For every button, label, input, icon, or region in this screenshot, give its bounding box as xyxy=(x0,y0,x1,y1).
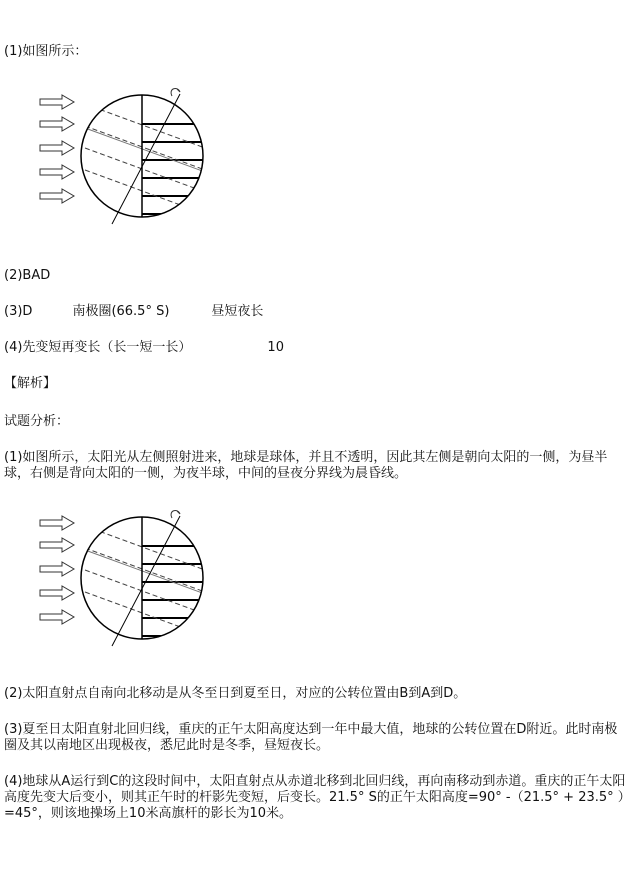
analysis-paragraph-3: (3)夏至日太阳直射北回归线，重庆的正午太阳高度达到一年中最大值，地球的公转位置在D附近。此时南极圈及其以南地区出现极夜，悉尼此时是冬季，昼短夜长。 xyxy=(4,722,618,753)
analysis-paragraph-2: (2)太阳直射点自南向北移动是从冬至日到夏至日，对应的公转位置由B到A到D。 xyxy=(4,686,467,701)
earth-illumination-diagram-1 xyxy=(30,86,220,236)
answer-2: (2)BAD xyxy=(4,268,51,283)
answer-3 xyxy=(4,304,263,320)
sunlight-arrows xyxy=(40,516,74,624)
rotation-arrow-icon xyxy=(171,89,180,96)
analysis-paragraph-1: (1)如图所示，太阳光从左侧照射进来，地球是球体，并且不透明，因此其左侧是朝向太阳的一侧，为昼半球，右侧是背向太阳的一侧，为夜半球，中间的昼夜分界线为晨昏线。 xyxy=(4,450,608,481)
analysis-heading: 【解析】 xyxy=(4,376,57,391)
answer-4 xyxy=(4,340,284,356)
answer-4-shadow-change: (4)先变短再变长（长一短一长） xyxy=(4,340,192,355)
analysis-paragraph-4: (4)地球从A运行到C的这段时间中，太阳直射点从赤道北移到北回归线，再向南移动到赤道。重庆的正午太阳高度先变大后变小，则其正午时的杆影先变短，后变长。21.5° S的正午太阳高度=90° -（21.5° + 23.5° ）=45°，则该地操场上10米高旗杆的影长为10米。 xyxy=(4,774,626,821)
analysis-intro: 试题分析： xyxy=(4,414,70,429)
answer-3-position: (3)D xyxy=(4,304,33,319)
answer-3-daylength: 昼短夜长 xyxy=(211,304,264,319)
answer-4-shadow-length: 10 xyxy=(267,340,284,355)
answer-1-label: (1)如图所示： xyxy=(4,44,88,59)
rotation-arrow-icon xyxy=(171,511,180,518)
earth-illumination-diagram-2 xyxy=(30,500,220,650)
answer-3-region: 南极圈(66.5° S) xyxy=(72,304,170,319)
sunlight-arrows xyxy=(40,95,74,203)
